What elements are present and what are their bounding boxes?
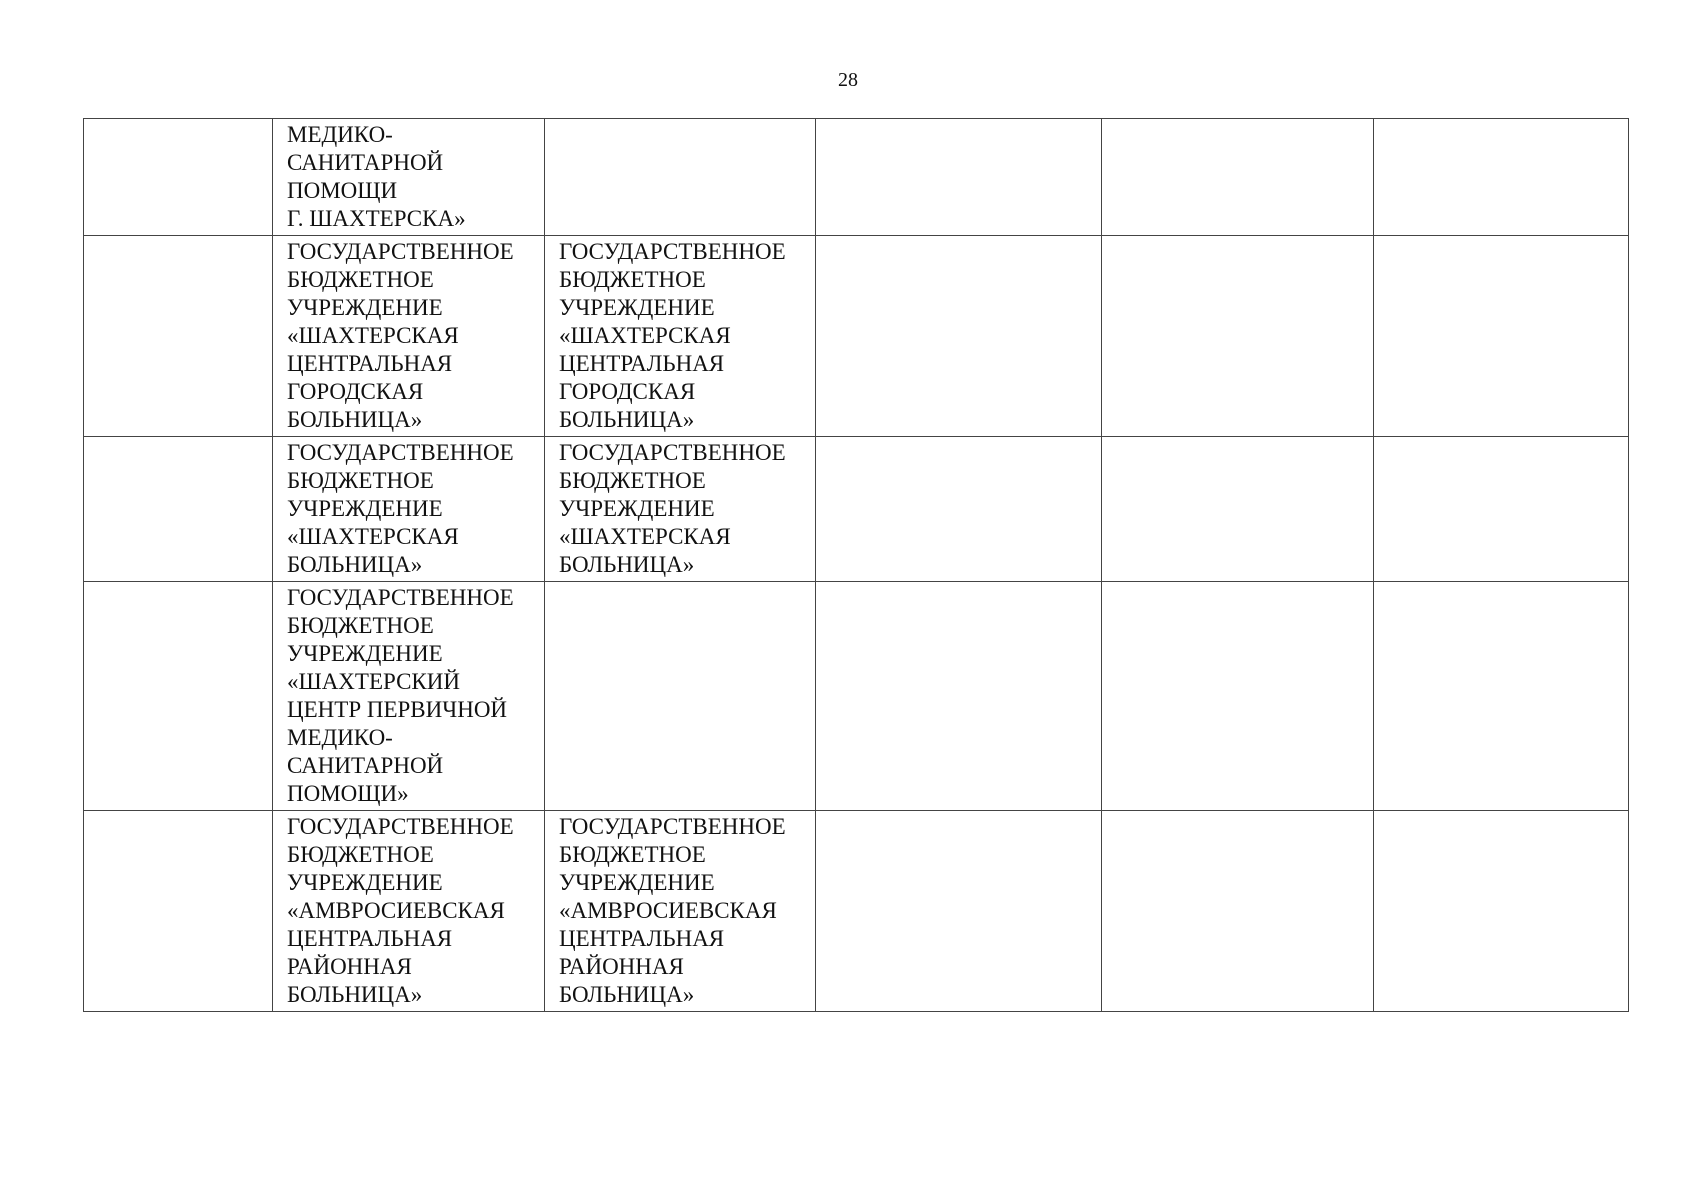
table-cell [1102, 236, 1374, 437]
table-cell [84, 811, 273, 1012]
table-row [84, 437, 1629, 582]
table-cell [545, 119, 816, 236]
table-cell [84, 437, 273, 582]
table-row [84, 119, 1629, 236]
table-cell: ГОСУДАРСТВЕННОЕ БЮДЖЕТНОЕ УЧРЕЖДЕНИЕ «ШАХТЕРСКАЯ ЦЕНТРАЛЬНАЯ ГОРОДСКАЯ БОЛЬНИЦА» [273, 236, 545, 437]
table-cell: ГОСУДАРСТВЕННОЕ БЮДЖЕТНОЕ УЧРЕЖДЕНИЕ «ШАХТЕРСКИЙ ЦЕНТР ПЕРВИЧНОЙ МЕДИКО- САНИТАРНОЙ ПОМОЩИ» [273, 582, 545, 811]
table-cell: ГОСУДАРСТВЕННОЕ БЮДЖЕТНОЕ УЧРЕЖДЕНИЕ «ШАХТЕРСКАЯ БОЛЬНИЦА» [273, 437, 545, 582]
table-cell [1374, 119, 1629, 236]
table-row [84, 582, 1629, 811]
table-cell [545, 582, 816, 811]
table-cell [1102, 119, 1374, 236]
table-cell [84, 119, 273, 236]
table-cell [84, 236, 273, 437]
table-cell [816, 119, 1102, 236]
table-cell [1374, 811, 1629, 1012]
table-cell: ГОСУДАРСТВЕННОЕ БЮДЖЕТНОЕ УЧРЕЖДЕНИЕ «АМВРОСИЕВСКАЯ ЦЕНТРАЛЬНАЯ РАЙОННАЯ БОЛЬНИЦА» [545, 811, 816, 1012]
table-row [84, 811, 1629, 1012]
table-cell: ГОСУДАРСТВЕННОЕ БЮДЖЕТНОЕ УЧРЕЖДЕНИЕ «ШАХТЕРСКАЯ ЦЕНТРАЛЬНАЯ ГОРОДСКАЯ БОЛЬНИЦА» [545, 236, 816, 437]
table-cell [1102, 582, 1374, 811]
table-cell [816, 236, 1102, 437]
page-number: 28 [838, 69, 858, 91]
table-cell [84, 582, 273, 811]
table-cell: МЕДИКО- САНИТАРНОЙ ПОМОЩИ Г. ШАХТЕРСКА» [273, 119, 545, 236]
table-cell [1374, 582, 1629, 811]
table-cell [816, 811, 1102, 1012]
table-cell: ГОСУДАРСТВЕННОЕ БЮДЖЕТНОЕ УЧРЕЖДЕНИЕ «АМВРОСИЕВСКАЯ ЦЕНТРАЛЬНАЯ РАЙОННАЯ БОЛЬНИЦА» [273, 811, 545, 1012]
table-cell [1374, 437, 1629, 582]
table-cell [1102, 437, 1374, 582]
table-cell [816, 437, 1102, 582]
table-cell: ГОСУДАРСТВЕННОЕ БЮДЖЕТНОЕ УЧРЕЖДЕНИЕ «ШАХТЕРСКАЯ БОЛЬНИЦА» [545, 437, 816, 582]
table-cell [1374, 236, 1629, 437]
table-cell [1102, 811, 1374, 1012]
table-row [84, 236, 1629, 437]
table-cell [816, 582, 1102, 811]
document-table [83, 118, 1629, 1012]
